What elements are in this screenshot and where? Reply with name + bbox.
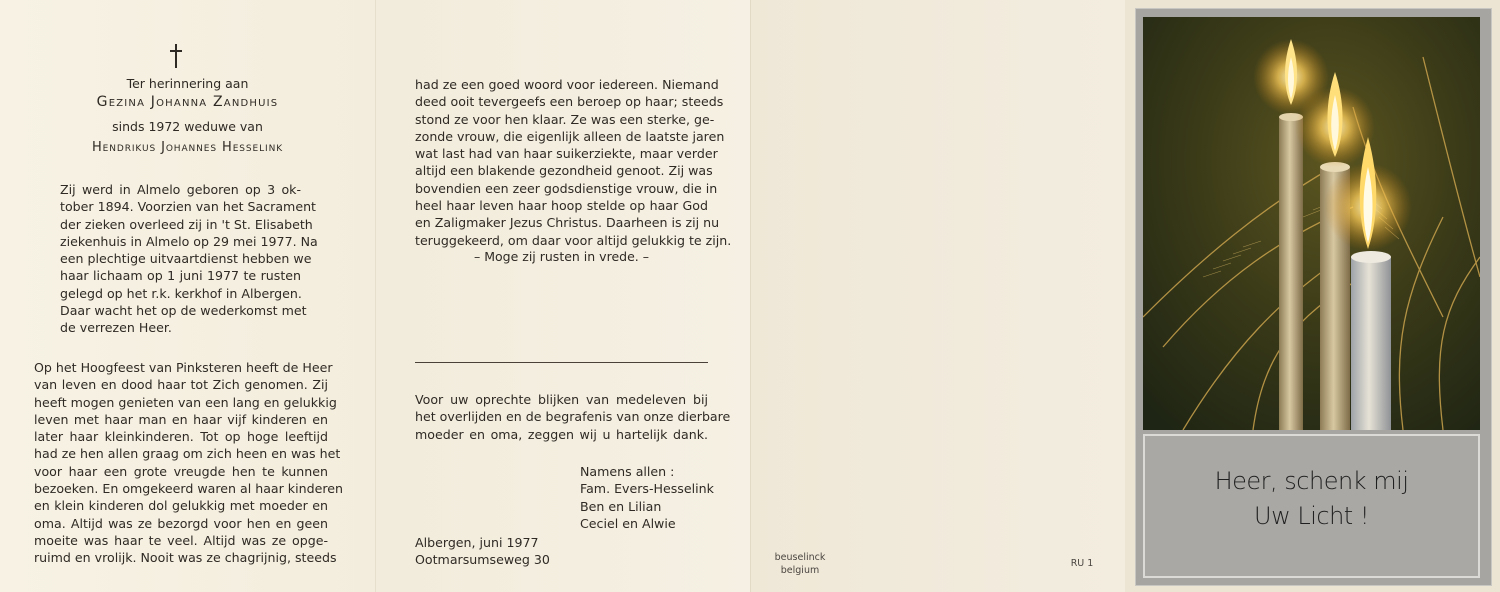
rest-in-peace-line: – Moge zij rusten in vrede. – — [474, 249, 649, 264]
text-line: tober 1894. Voorzien van het Sacrament — [60, 199, 316, 215]
biography-paragraph — [60, 181, 318, 337]
divider-line — [415, 362, 708, 363]
card-panel-back — [750, 0, 1126, 592]
text-line: gelegd op het r.k. kerkhof in Albergen. — [60, 285, 302, 301]
text-line: een plechtige uitvaartdienst hebben we — [60, 251, 312, 267]
signature-line: Ben en Lilian — [580, 498, 662, 514]
text-line: bovendien een zeer godsdienstige vrouw, die in — [415, 180, 718, 196]
deceased-name: Gezina Johanna Zandhuis — [96, 94, 279, 110]
signature-line: Namens allen : — [580, 464, 675, 479]
card-code: RU 1 — [1070, 558, 1094, 569]
text-line: teruggekeerd, om daar voor altijd gelukkig te zijn. — [415, 232, 732, 248]
text-line: leven met haar man en haar vijf kinderen en — [34, 411, 328, 427]
caption-line-1: Heer, schenk mij — [1214, 467, 1409, 495]
text-line: de verrezen Heer. — [60, 320, 172, 336]
text-line: bezoeken. En omgekeerd waren al haar kinderen — [34, 481, 343, 497]
text-line: wat last had van haar suikerziekte, maar verder — [415, 146, 718, 162]
husband-name: Hendrikus Johannes Hesselink — [91, 140, 284, 155]
text-line: ruimd en vrolijk. Nooit was ze chagrijnig, steeds — [34, 550, 337, 566]
text-line: het overlijden en de begrafenis van onze dierbare — [415, 409, 731, 425]
text-line: Daar wacht het op de wederkomst met — [60, 303, 307, 319]
text-line: voor haar een grote vreugde hen te kunnen — [34, 463, 328, 479]
text-line: later haar kleinkinderen. Tot op hoge leeftijd — [34, 429, 328, 445]
printer-imprint — [760, 551, 840, 577]
text-line: had ze een goed woord voor iedereen. Niemand — [415, 77, 719, 92]
text-line: Zij werd in Almelo geboren op 3 ok- — [60, 182, 301, 197]
text-line: moeite was haar te veel. Altijd was ze opge- — [34, 532, 328, 548]
printer-country: belgium — [780, 565, 820, 576]
text-line: had ze hen allen graag om zich heen en was het — [34, 446, 341, 462]
place-date: Albergen, juni 1977 — [415, 535, 539, 550]
text-line: der zieken overleed zij in 't St. Elisabeth — [60, 216, 313, 232]
signature-line: Fam. Evers-Hesselink — [580, 481, 714, 497]
text-line: moeder en oma, zeggen wij u hartelijk dank. — [415, 426, 708, 442]
continuation-paragraph — [415, 76, 732, 249]
place-and-address — [415, 534, 615, 569]
widow-since-text: sinds 1972 weduwe van — [112, 119, 263, 134]
text-line: ziekenhuis in Almelo op 29 mei 1977. Na — [60, 233, 318, 249]
text-line: heeft mogen genieten van een lang en gelukkig — [34, 394, 337, 410]
intro-text: Ter herinnering aan — [126, 76, 249, 91]
candles-photo — [1143, 17, 1480, 430]
printer-name: beuselinck — [774, 552, 826, 563]
tribute-paragraph — [34, 359, 343, 567]
text-line: haar lichaam op 1 juni 1977 te rusten — [60, 268, 301, 284]
text-line: deed ooit tevergeefs een beroep op haar; steeds — [415, 94, 724, 110]
text-line: Op het Hoogfeest van Pinksteren heeft de Heer — [34, 360, 333, 375]
address: Ootmarsumseweg 30 — [415, 552, 550, 568]
signature-block — [580, 463, 740, 532]
cross-icon — [168, 44, 184, 68]
text-line: stond ze voor hen klaar. Ze was een sterke, ge- — [415, 111, 715, 127]
text-line: altijd een blakende gezondheid genoot. Zij was — [415, 163, 713, 179]
text-line: zonde vrouw, die eigenlijk alleen de laatste jaren — [415, 128, 725, 144]
thanks-paragraph — [415, 391, 731, 443]
text-line: oma. Altijd was ze bezorgd voor hen en geen — [34, 515, 328, 531]
caption-line-2: Uw Licht ! — [1254, 502, 1369, 530]
text-line: en Zaligmaker Jezus Christus. Daarheen is zij nu — [415, 215, 720, 231]
text-line: Voor uw oprechte blijken van medeleven bij — [415, 392, 708, 407]
text-line: van leven en dood haar tot Zich genomen. Zij — [34, 377, 328, 393]
text-line: heel haar leven haar hoop stelde op haar God — [415, 198, 708, 214]
candles-illustration — [1143, 17, 1480, 430]
signature-line: Ceciel en Alwie — [580, 515, 676, 531]
text-line: en klein kinderen dol gelukkig met moeder en — [34, 498, 328, 514]
